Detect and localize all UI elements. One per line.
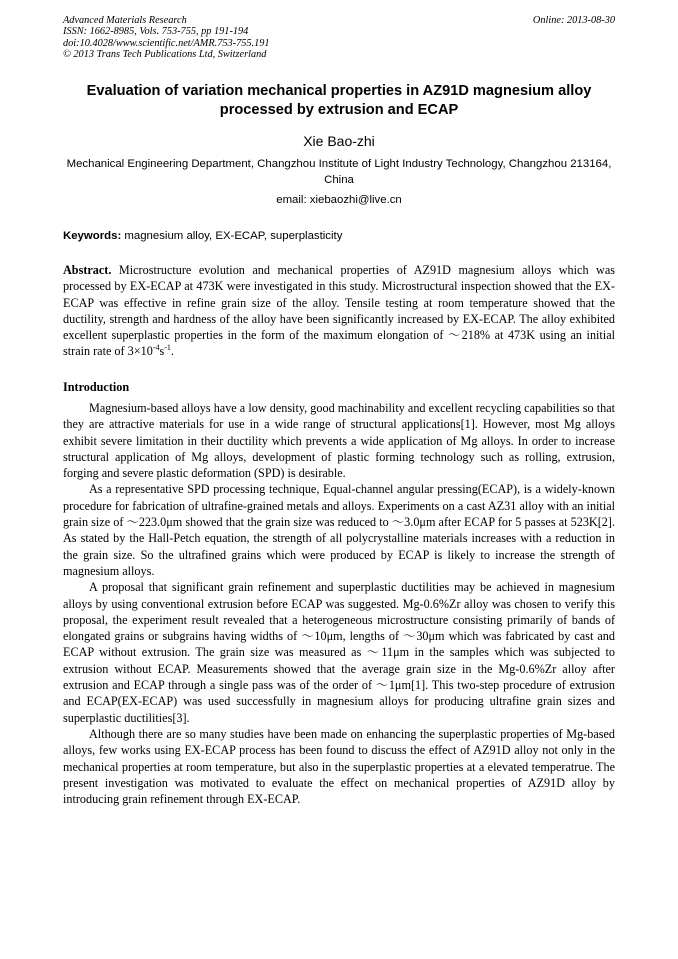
author-name: Xie Bao-zhi — [303, 133, 375, 149]
abstract — [63, 262, 615, 360]
intro-paragraph-4: Although there are so many studies have been made on enhancing the superplastic properties of Mg-based alloys, few works using EX-ECAP process has been found to discuss the effect of AZ91D alloy not only in the mechanical properties at room temperature, but also in the superplastic properties at a elevated temperatrue. The present investigation was motivated to evaluate the effect on mechanical properties of AZ91D alloy by introducing grain refinement through EX-ECAP. — [63, 726, 615, 807]
paper-title: Evaluation of variation mechanical properties in AZ91D magnesium alloy processed by extrusion and ECAP — [86, 83, 592, 118]
intro-paragraph-2: As a representative SPD processing technique, Equal-channel angular pressing(ECAP), is a widely-known procedure for fabrication of ultrafine-grained metals and alloys. Experiments on a cast AZ31 alloy with an initial grain size of ～223.0μm showed that the grain size was reduced to ～3.0μm after ECAP for 5 passes at 523K[2]. As stated by the Hall-Petch equation, the strength of all polycrystalline materials increases with a reduction in the grain size. So the ultrafined grains which were produced by ECAP is likely to increase the strength of magnesium alloys. — [63, 482, 615, 578]
introduction-body — [63, 400, 615, 807]
doi-line: doi:10.4028/www.scientific.net/AMR.753-755.191 — [63, 37, 270, 49]
abstract-end: . — [170, 344, 174, 359]
abstract-unit: s — [159, 344, 165, 359]
abstract-label: Abstract. — [63, 263, 112, 277]
keywords — [63, 230, 615, 242]
keywords-label: Keywords: — [63, 230, 122, 242]
abstract-text: Microstructure evolution and mechanical properties of AZ91D magnesium alloys which was processed by EX-ECAP at 473K were investigated in this study. Microstructural inspection showed that the EX-ECAP was effective in refine grain size of the alloy. Tensile testing at room temperature showed that the ductility, strength and hardness of the alloy have been significantly increased by EX-ECAP. The alloy exhibited excellent superplastic properties in the form of the maximum elongation of ～218% at 473K using an initial strain rate of 3×10 — [63, 263, 615, 359]
copyright-line: © 2013 Trans Tech Publications Ltd, Switzerland — [63, 49, 267, 61]
abstract-exponent-2: -1 — [164, 343, 171, 353]
online-date: Online: 2013-08-30 — [532, 15, 615, 26]
author-email: email: xiebaozhi@live.cn — [276, 194, 402, 206]
issn-line: ISSN: 1662-8985, Vols. 753-755, pp 191-194 — [63, 26, 249, 38]
intro-paragraph-1: Magnesium-based alloys have a low density, good machinability and excellent recycling capabilities so that they are attractive materials for use in a wide range of structural applications[1]. However, most Mg alloys exhibit severe limitation in their ductility which prevents a wide application of Mg alloys. In order to increase structural application of Mg alloys, development of plastic forming technology such as rolling, extrusion, forging and severe plastic deformation (SPD) is desirable. — [63, 401, 615, 481]
affiliation: Mechanical Engineering Department, Changzhou Institute of Light Industry Technology, Changzhou 213164, China — [66, 158, 612, 186]
keywords-text: magnesium alloy, EX-ECAP, superplasticity — [121, 230, 343, 242]
intro-paragraph-3: A proposal that significant grain refinement and superplastic ductilities may be achieved in magnesium alloys by using conventional extrusion before ECAP was suggested. Mg-0.6%Zr alloy was chosen to verify this proposal, the experiment result revealed that a heterogeneous microstructure consisting primarily of bands of elongated grains or subgrains having widths of ～10μm, lengths of ～30μm which was fabricated by cast and ECAP without extrusion. The grain size was measured as ～11μm in the samples which was subjected to extrusion without ECAP. Measurements showed that the average grain size in the Mg-0.6%Zr alloy after extrusion and ECAP through a single pass was of the order of ～1μm[1]. This two-step procedure of extrusion and ECAP(EX-ECAP) was used successfully in magnesium alloys for producing ultrafine grain sizes and superplastic ductilities[3]. — [63, 580, 615, 725]
section-heading-introduction: Introduction — [63, 380, 130, 394]
abstract-exponent-1: -4 — [152, 343, 160, 353]
running-header — [63, 15, 615, 61]
journal-name: Advanced Materials Research — [63, 15, 187, 26]
